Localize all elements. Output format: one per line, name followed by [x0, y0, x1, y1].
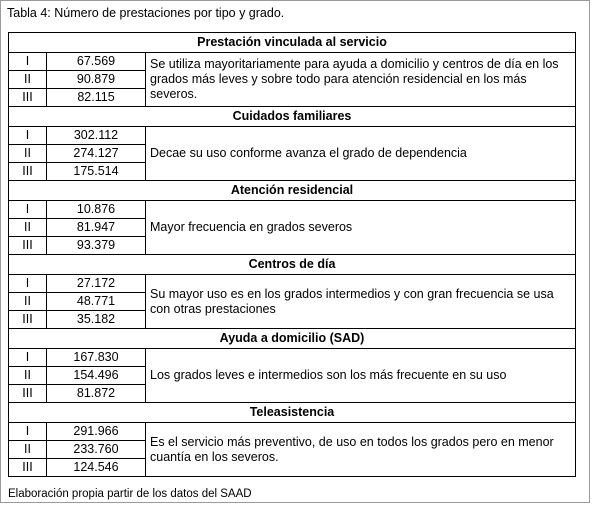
count-cell: 67.569: [47, 53, 146, 71]
count-cell: 35.182: [47, 311, 146, 329]
section-title: Prestación vinculada al servicio: [9, 33, 576, 53]
count-cell: 82.115: [47, 89, 146, 107]
grade-cell: I: [9, 127, 47, 145]
section-title: Ayuda a domicilio (SAD): [9, 329, 576, 349]
grade-cell: II: [9, 441, 47, 459]
grade-cell: I: [9, 275, 47, 293]
grade-cell: I: [9, 201, 47, 219]
count-cell: 10.876: [47, 201, 146, 219]
grade-cell: III: [9, 311, 47, 329]
section-header-row: [9, 329, 576, 349]
description-cell: Decae su uso conforme avanza el grado de dependencia: [146, 127, 576, 181]
table-caption: Tabla 4: Número de prestaciones por tipo y grado.: [7, 6, 285, 20]
grade-cell: II: [9, 367, 47, 385]
table-row: [9, 275, 576, 293]
count-cell: 81.872: [47, 385, 146, 403]
table-row: [9, 53, 576, 71]
count-cell: 167.830: [47, 349, 146, 367]
description-cell: Se utiliza mayoritariamente para ayuda a domicilio y centros de día en los grados más leves y sobre todo para atención residencial en los más severos.: [146, 53, 576, 107]
grade-cell: II: [9, 71, 47, 89]
section-header-row: [9, 181, 576, 201]
section-header-row: [9, 33, 576, 53]
section-header-row: [9, 107, 576, 127]
table-row: [9, 349, 576, 367]
count-cell: 291.966: [47, 423, 146, 441]
table-row: [9, 201, 576, 219]
count-cell: 81.947: [47, 219, 146, 237]
description-cell: Su mayor uso es en los grados intermedios y con gran frecuencia se usa con otras prestaciones: [146, 275, 576, 329]
count-cell: 233.760: [47, 441, 146, 459]
grade-cell: I: [9, 53, 47, 71]
grade-cell: II: [9, 145, 47, 163]
grade-cell: I: [9, 349, 47, 367]
description-cell: Mayor frecuencia en grados severos: [146, 201, 576, 255]
description-cell: Es el servicio más preventivo, de uso en todos los grados pero en menor cuantía en los severos.: [146, 423, 576, 477]
section-title: Atención residencial: [9, 181, 576, 201]
count-cell: 124.546: [47, 459, 146, 477]
benefits-table: [8, 32, 576, 477]
count-cell: 274.127: [47, 145, 146, 163]
count-cell: 48.771: [47, 293, 146, 311]
section-title: Centros de día: [9, 255, 576, 275]
source-note: Elaboración propia partir de los datos del SAAD: [8, 488, 252, 500]
table-row: [9, 127, 576, 145]
grade-cell: III: [9, 89, 47, 107]
description-cell: Los grados leves e intermedios son los más frecuente en su uso: [146, 349, 576, 403]
grade-cell: III: [9, 459, 47, 477]
grade-cell: III: [9, 237, 47, 255]
section-header-row: [9, 255, 576, 275]
grade-cell: I: [9, 423, 47, 441]
count-cell: 154.496: [47, 367, 146, 385]
section-header-row: [9, 403, 576, 423]
grade-cell: III: [9, 163, 47, 181]
section-title: Cuidados familiares: [9, 107, 576, 127]
grade-cell: II: [9, 219, 47, 237]
section-title: Teleasistencia: [9, 403, 576, 423]
table-body: [9, 33, 576, 477]
grade-cell: III: [9, 385, 47, 403]
count-cell: 302.112: [47, 127, 146, 145]
grade-cell: II: [9, 293, 47, 311]
count-cell: 90.879: [47, 71, 146, 89]
table-row: [9, 423, 576, 441]
count-cell: 175.514: [47, 163, 146, 181]
count-cell: 27.172: [47, 275, 146, 293]
count-cell: 93.379: [47, 237, 146, 255]
